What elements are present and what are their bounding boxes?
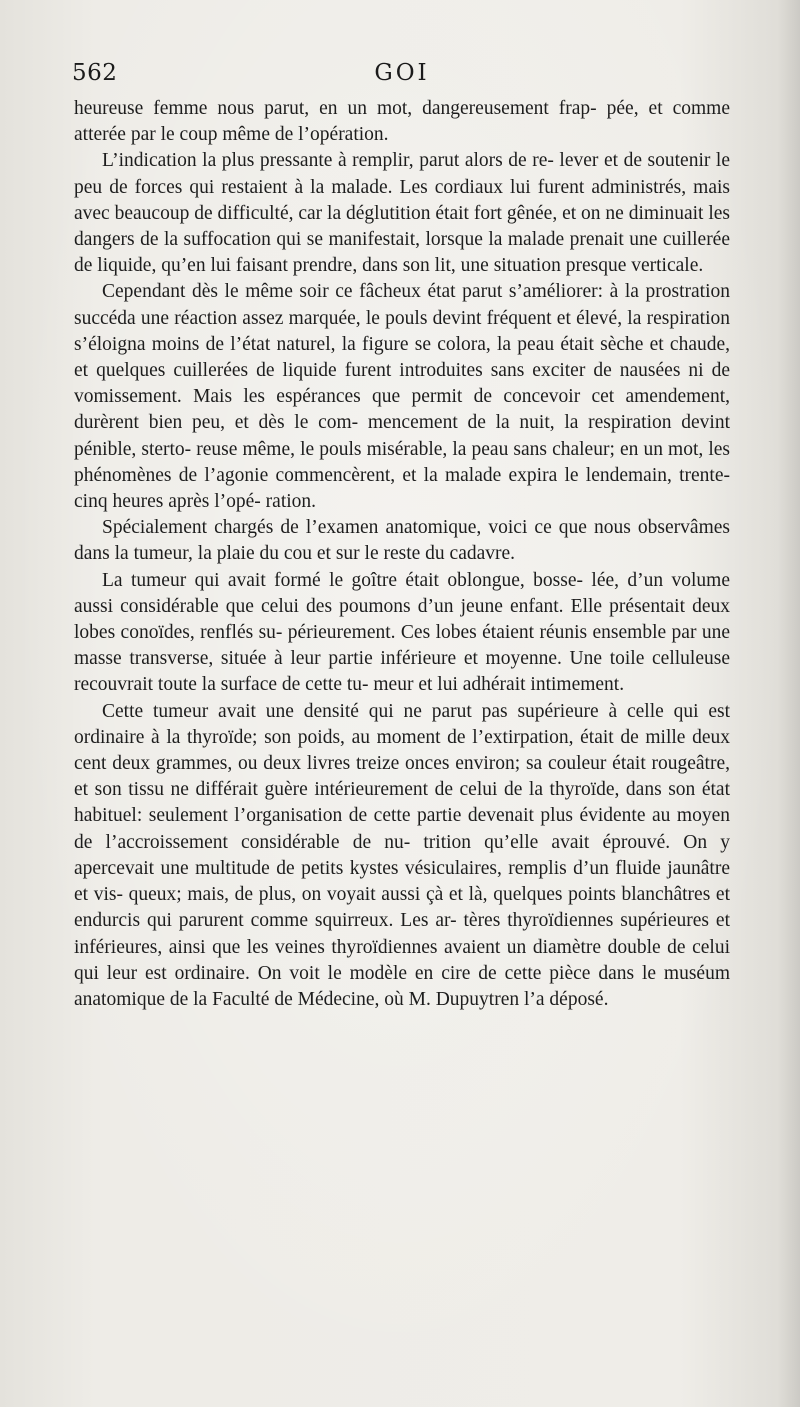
running-title: GOI <box>374 60 430 86</box>
paragraph-anatomical-exam: Spécialement chargés de l’examen anatomique, voici ce que nous observâmes dans la tumeur, la plaie du cou et sur le reste du cadavre. <box>74 517 730 565</box>
paragraph-evening-improvement: Cependant dès le même soir ce fâcheux état parut s’améliorer: à la prostration succéda une réaction assez marquée, le pouls devint fréquent et élevé, la respiration s’éloigna moins de l’état naturel, la figure se colora, la peau était sèche et chaude, et quelques cuillerées de liquide furent introduites sans exciter de nausées ni de vomissement. Mais les espérances que permit de concevoir cet amendement, durèrent bien peu, et dès le com- mencement de la nuit, la respiration devint pénible, sterto- reuse même, le pouls misérable, la peau sans chaleur; en un mot, les phénomènes de l’agonie commencèrent, et la malade expira le lendemain, trente-cinq heures après l’opé- ration. <box>74 281 730 513</box>
paragraph-tumor-density: Cette tumeur avait une densité qui ne parut pas supérieure à celle qui est ordinaire à la thyroïde; son poids, au moment de l’extirpation, était de mille deux cent deux grammes, ou deux livres treize onces environ; sa couleur était rougeâtre, et son tissu ne différait guère intérieurement de celui de la thyroïde, dans son état habituel: seulement l’organisation de cette partie devenait plus évidente au moyen de l’accroissement considérable de nu- trition qu’elle avait éprouvé. On y apercevait une multitude de petits kystes vésiculaires, remplis d’un fluide jaunâtre et vis- queux; mais, de plus, on voyait aussi çà et là, quelques points blanchâtres et endurcis qui parurent comme squirreux. Les ar- tères thyroïdiennes supérieures et inférieures, ainsi que les veines thyroïdiennes avaient un diamètre double de celui qui leur est ordinaire. On voit le modèle en cire de cette pièce dans le muséum anatomique de la Faculté de Médecine, où M. Dupuytren l’a déposé. <box>74 700 730 1010</box>
running-head <box>72 56 732 90</box>
body-text <box>74 96 730 1013</box>
page-edge-shadow <box>778 0 800 1407</box>
paragraph-indication: L’indication la plus pressante à remplir, parut alors de re- lever et de soutenir le peu de forces qui restaient à la malade. Les cordiaux lui furent administrés, mais avec beaucoup de difficulté, car la déglutition était fort gênée, et on ne diminuait les dangers de la suffocation qui se manifestait, lorsque la malade prenait une cuillerée de liquide, qu’en lui faisant prendre, dans son lit, une situation presque verticale. <box>74 150 730 277</box>
paragraph-continued: heureuse femme nous parut, en un mot, dangereusement frap- pée, et comme atterée par le coup même de l’opération. <box>74 98 730 146</box>
paragraph-tumor-shape: La tumeur qui avait formé le goître était oblongue, bosse- lée, d’un volume aussi considérable que celui des poumons d’un jeune enfant. Elle présentait deux lobes conoïdes, renflés su- périeurement. Ces lobes étaient réunis ensemble par une masse transverse, située à leur partie inférieure et moyenne. Une toile celluleuse recouvrait toute la surface de cette tu- meur et lui adhérait intimement. <box>74 569 730 696</box>
page-number: 562 <box>72 60 118 86</box>
